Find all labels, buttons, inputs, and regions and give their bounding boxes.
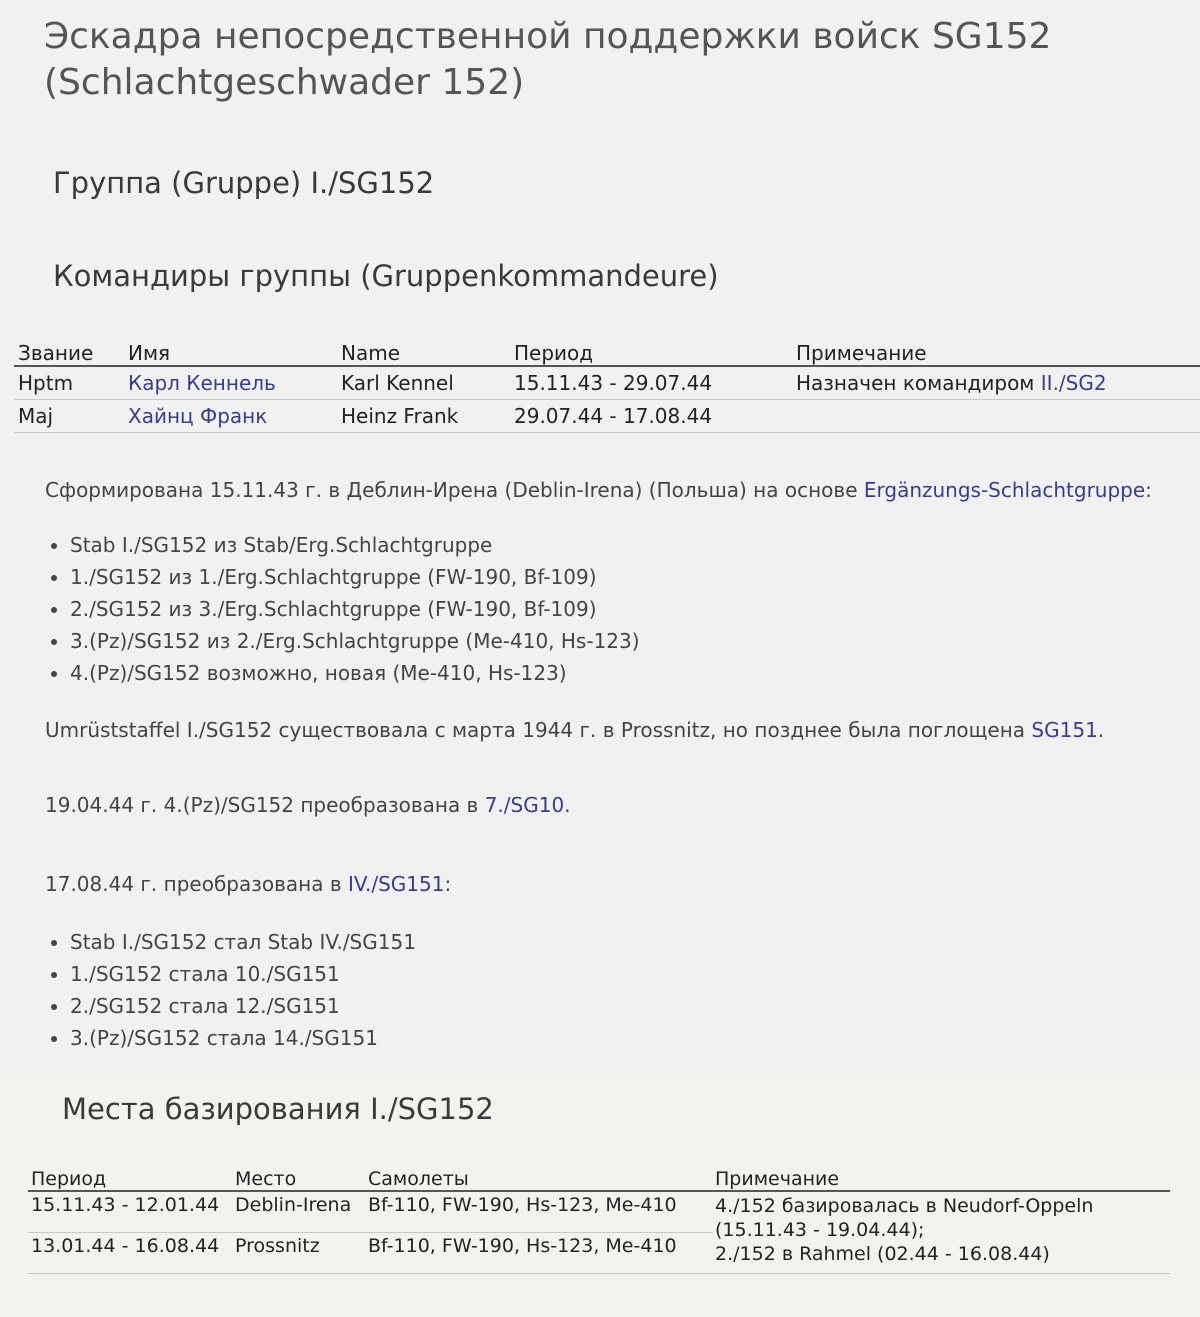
commanders-title: Командиры группы (Gruppenkommandeure): [53, 259, 719, 293]
transform2-paragraph: [45, 872, 451, 896]
list-item: • 4.(Pz)/SG152 возможно, новая (Me-410, Hs-123): [70, 657, 640, 689]
punctuation: .: [1097, 718, 1105, 742]
page-title: Эскадра непосредственной поддержки войск SG152 (Schlachtgeschwader 152): [44, 16, 1052, 103]
note-cell: [792, 400, 1200, 433]
planes-cell: Bf-110, FW-190, Hs-123, Me-410: [365, 1233, 712, 1274]
header-planes: Самолеты: [365, 1164, 712, 1191]
list-item: • 2./SG152 стала 12./SG151: [70, 990, 416, 1022]
name-cell: Karl Kennel: [337, 366, 510, 400]
transform2-list: [45, 926, 416, 1054]
list-item: • Stab I./SG152 из Stab/Erg.Schlachtgruppe: [70, 529, 640, 561]
header-name: Name: [337, 335, 510, 366]
umrueststaffel-text: Umrüststaffel I./SG152 существовала с марта 1944 г. в Prossnitz, но позднее была поглощена: [45, 718, 1032, 742]
place-cell: Deblin-Irena: [232, 1191, 365, 1233]
list-item: • 3.(Pz)/SG152 из 2./Erg.Schlachtgruppe (Me-410, Hs-123): [70, 625, 640, 657]
note-cell: [792, 366, 1200, 400]
bases-table: [28, 1164, 1170, 1274]
formation-list: [45, 529, 640, 689]
link-erg-schlachtgruppe[interactable]: Ergänzungs-Schlachtgruppe: [863, 478, 1146, 502]
planes-cell: Bf-110, FW-190, Hs-123, Me-410: [365, 1191, 712, 1233]
punctuation: :: [1145, 478, 1152, 502]
header-name-ru: Имя: [124, 335, 337, 366]
table-row: [28, 1191, 1170, 1233]
link-7-sg10[interactable]: 7./SG10: [484, 793, 565, 817]
note-text: Назначен командиром: [796, 371, 1041, 395]
link-ii-sg2[interactable]: II./SG2: [1040, 371, 1107, 395]
transform1-text: 19.04.44 г. 4.(Pz)/SG152 преобразована в: [45, 793, 485, 817]
list-item: • 1./SG152 из 1./Erg.Schlachtgruppe (FW-190, Bf-109): [70, 561, 640, 593]
punctuation: :: [444, 872, 452, 896]
header-period: Период: [510, 335, 792, 366]
header-place: Место: [232, 1164, 365, 1191]
list-item: • 1./SG152 стала 10./SG151: [70, 958, 416, 990]
punctuation: .: [564, 793, 571, 817]
bases-note-line2: 2./152 в Rahmel (02.44 - 16.08.44): [715, 1243, 1050, 1265]
umrueststaffel-paragraph: [45, 718, 1104, 742]
bases-note-line1: 4./152 базировалась в Neudorf-Oppeln (15.11.43 - 19.04.44);: [715, 1195, 1094, 1241]
list-item: • 3.(Pz)/SG152 стала 14./SG151: [70, 1022, 416, 1054]
name-cell: Heinz Frank: [337, 400, 510, 433]
place-cell: Prossnitz: [232, 1233, 365, 1274]
rank-cell: Hptm: [14, 366, 124, 400]
period-cell: 15.11.43 - 29.07.44: [510, 366, 792, 400]
bases-title: Места базирования I./SG152: [62, 1092, 494, 1126]
formation-intro: [45, 478, 1152, 502]
commanders-table: [14, 335, 1200, 433]
list-item: • Stab I./SG152 стал Stab IV./SG151: [70, 926, 416, 958]
period-cell: 15.11.43 - 12.01.44: [28, 1191, 232, 1233]
commander-link-kennel[interactable]: Карл Кеннель: [128, 371, 276, 395]
table-row: [14, 366, 1200, 400]
bases-header-row: [28, 1164, 1170, 1191]
bases-note-cell: [712, 1191, 1170, 1274]
transform1-paragraph: [45, 793, 571, 817]
period-cell: 29.07.44 - 17.08.44: [510, 400, 792, 433]
transform2-text: 17.08.44 г. преобразована в: [45, 872, 348, 896]
commander-link-frank[interactable]: Хайнц Франк: [128, 404, 268, 428]
header-note: Примечание: [712, 1164, 1170, 1191]
header-period: Период: [28, 1164, 232, 1191]
group-title: Группа (Gruppe) I./SG152: [53, 166, 435, 200]
formation-intro-text: Сформирована 15.11.43 г. в Деблин-Ирена (Deblin-Irena) (Польша) на основе: [45, 478, 864, 502]
header-rank: Звание: [14, 335, 124, 366]
commanders-header-row: [14, 335, 1200, 366]
link-iv-sg151[interactable]: IV./SG151: [348, 872, 445, 896]
period-cell: 13.01.44 - 16.08.44: [28, 1233, 232, 1274]
list-item: • 2./SG152 из 3./Erg.Schlachtgruppe (FW-190, Bf-109): [70, 593, 640, 625]
rank-cell: Maj: [14, 400, 124, 433]
header-note: Примечание: [792, 335, 1200, 366]
link-sg151[interactable]: SG151: [1031, 718, 1098, 742]
table-row: [14, 400, 1200, 433]
